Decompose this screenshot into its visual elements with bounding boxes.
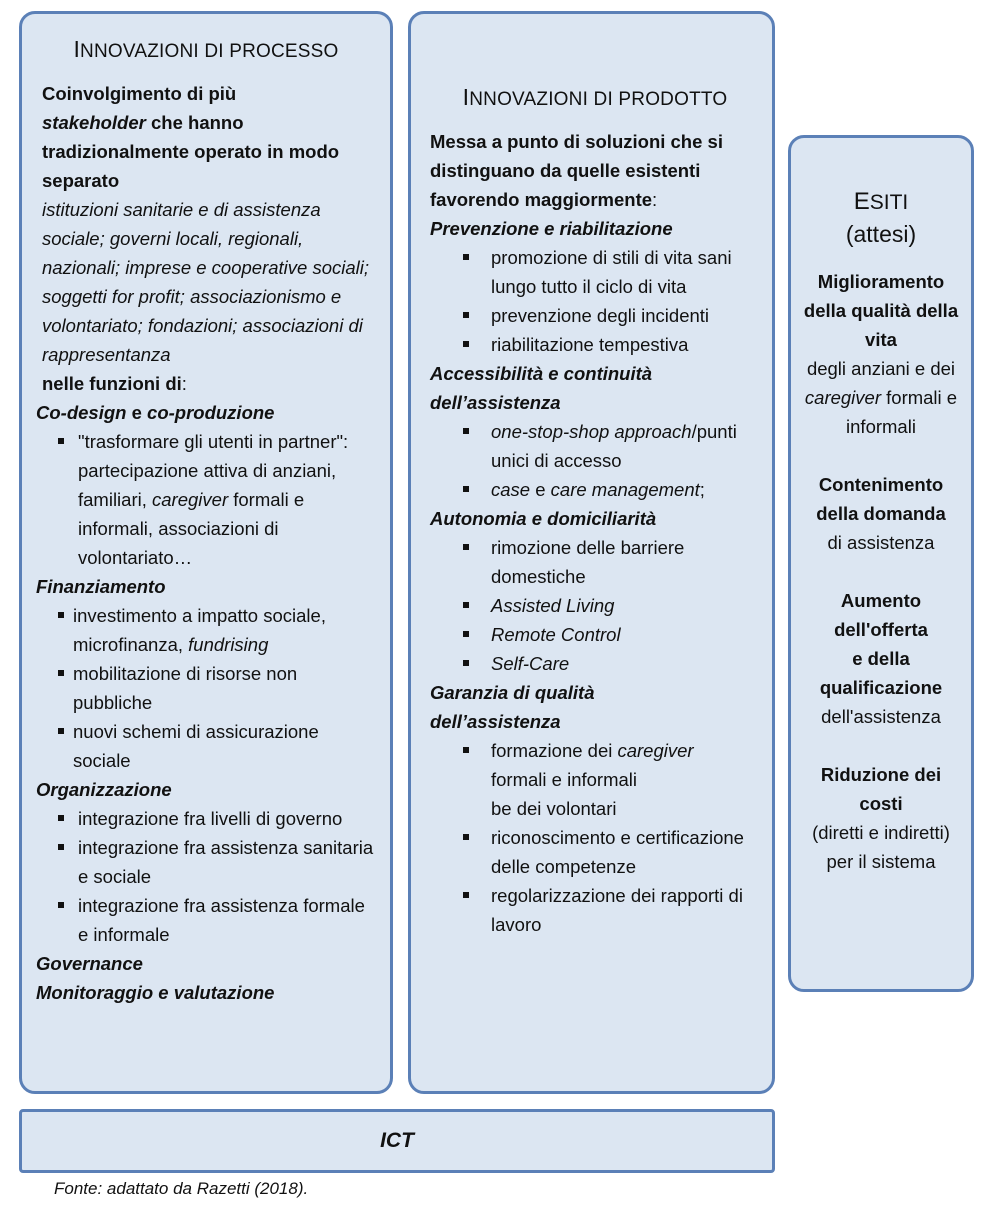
process-title: INNOVAZIONI DI PROCESSO <box>73 36 339 62</box>
list-item: Assisted Living <box>430 591 760 620</box>
access-heading: Accessibilità e continuità dell’assistenza <box>430 363 653 413</box>
list-item: riconoscimento e certificazione delle competenze <box>430 823 760 881</box>
outcome-demand-containment: Contenimento della domanda di assistenza <box>816 474 946 553</box>
autonomy-list <box>430 533 760 678</box>
process-actors: istituzioni sanitarie e di assistenza sociale; governi locali, regionali, nazionali; imprese e cooperative sociali; soggetti for profit; associazionismo e volontariato; fondazioni; associazioni di rappresentanza <box>42 199 370 365</box>
list-item: regolarizzazione dei rapporti di lavoro <box>430 881 760 939</box>
governance-heading: Governance <box>36 953 143 974</box>
organization-list <box>36 804 376 949</box>
prevention-list <box>430 243 760 359</box>
access-list <box>430 417 760 504</box>
list-item: mobilitazione di risorse non pubbliche <box>36 659 376 717</box>
list-item: formazione dei caregiver formali e informali be dei volontari <box>430 736 760 823</box>
source-note: Fonte: adattato da Razetti (2018). <box>54 1179 309 1198</box>
codesign-heading: Co-design e co-produzione <box>36 402 275 423</box>
outcomes-subtitle: (attesi) <box>845 221 917 247</box>
financing-heading: Finanziamento <box>36 576 166 597</box>
list-item: "trasformare gli utenti in partner": partecipazione attiva di anziani, familiari, caregiver formali e informali, associazioni di volontariato… <box>36 427 376 572</box>
ict-label: ICT <box>380 1129 414 1152</box>
financing-list <box>36 601 376 775</box>
list-item: Remote Control <box>430 620 760 649</box>
list-item: integrazione fra assistenza sanitaria e sociale <box>36 833 376 891</box>
list-item: integrazione fra livelli di governo <box>36 804 376 833</box>
list-item: Self-Care <box>430 649 760 678</box>
product-intro: Messa a punto di soluzioni che si distinguano da quelle esistenti favorendo maggiormente: <box>430 131 723 210</box>
prevention-heading: Prevenzione e riabilitazione <box>430 218 673 239</box>
outcome-quality-of-life: Miglioramento della qualità della vita degli anziani e dei caregiver formali e informali <box>803 271 959 437</box>
outcomes-box <box>788 135 974 992</box>
list-item: promozione di stili di vita sani lungo tutto il ciclo di vita <box>430 243 760 301</box>
list-item: investimento a impatto sociale, microfinanza, fundrising <box>36 601 376 659</box>
list-item: riabilitazione tempestiva <box>430 330 760 359</box>
list-item: integrazione fra assistenza formale e informale <box>36 891 376 949</box>
autonomy-heading: Autonomia e domiciliarità <box>430 508 657 529</box>
ict-box <box>19 1109 775 1173</box>
outcome-cost-reduction: Riduzione dei costi (diretti e indiretti) per il sistema <box>812 764 950 872</box>
codesign-list <box>36 427 376 572</box>
product-title: INNOVAZIONI DI PRODOTTO <box>462 84 728 110</box>
process-innovations-box <box>19 11 393 1094</box>
organization-heading: Organizzazione <box>36 779 172 800</box>
quality-list <box>430 736 760 939</box>
outcomes-title: ESITI <box>853 188 909 215</box>
list-item: one-stop-shop approach/punti unici di accesso <box>430 417 760 475</box>
product-innovations-box <box>408 11 775 1094</box>
quality-heading: Garanzia di qualità dell’assistenza <box>430 682 595 732</box>
process-functions-label: nelle funzioni di: <box>42 373 187 394</box>
monitoring-heading: Monitoraggio e valutazione <box>36 982 275 1003</box>
process-intro: Coinvolgimento di più stakeholder che hanno tradizionalmente operato in modo separato <box>42 83 340 191</box>
outcome-supply-increase: Aumento dell'offerta e della qualificazione dell'assistenza <box>819 590 943 727</box>
list-item: case e care management; <box>430 475 760 504</box>
list-item: rimozione delle barriere domestiche <box>430 533 760 591</box>
list-item: nuovi schemi di assicurazione sociale <box>36 717 376 775</box>
list-item: prevenzione degli incidenti <box>430 301 760 330</box>
